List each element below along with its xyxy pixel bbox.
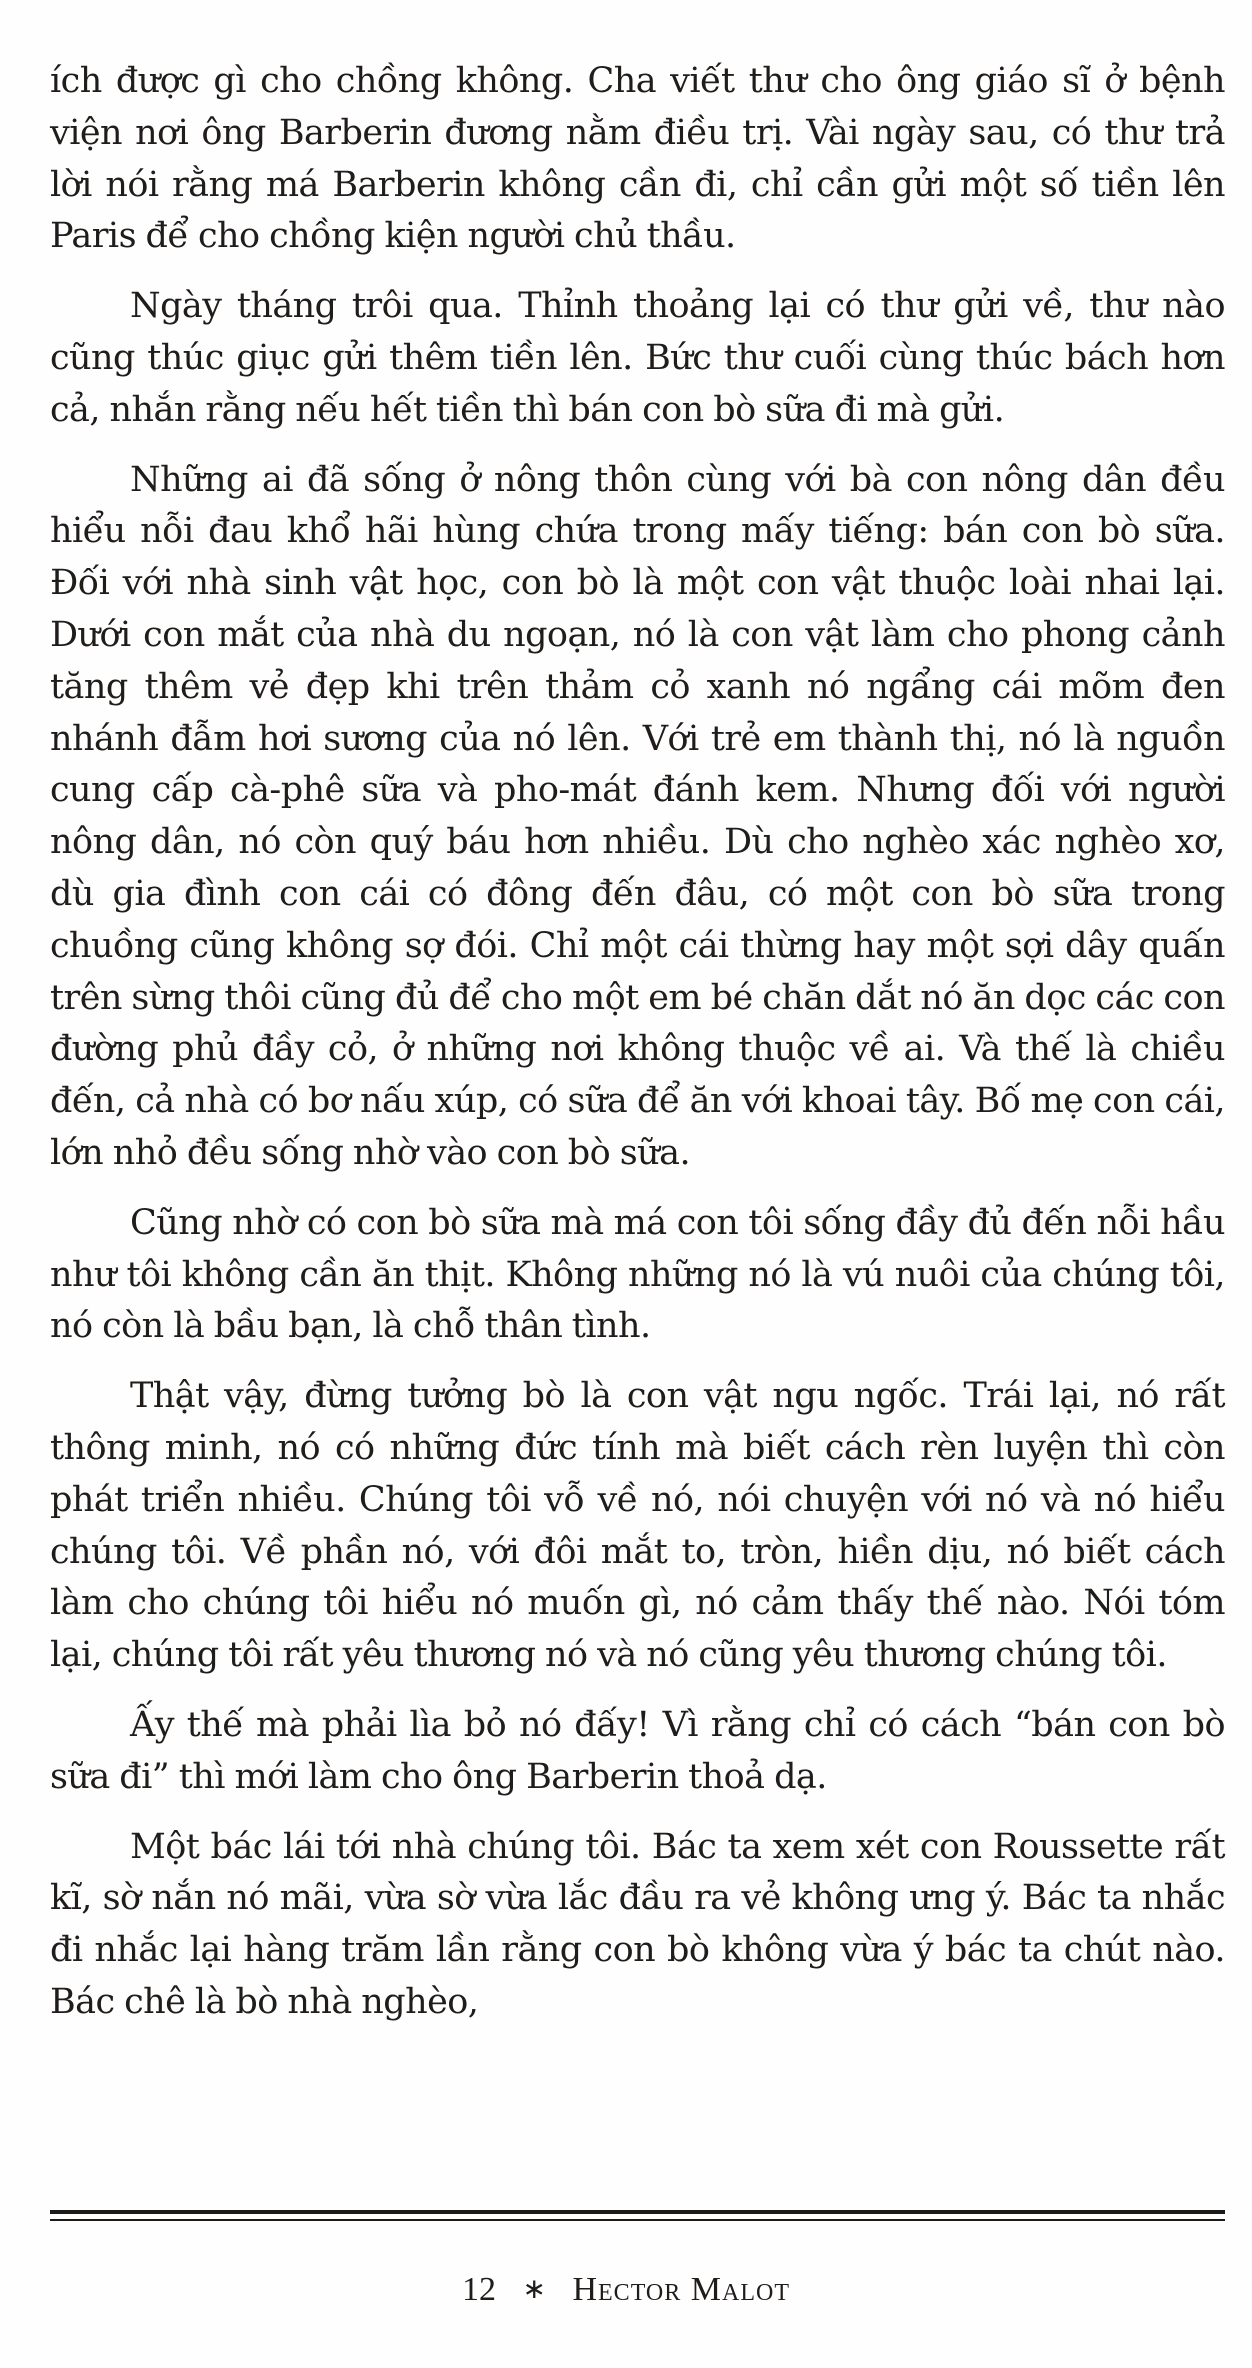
paragraph: Ấy thế mà phải lìa bỏ nó đấy! Vì rằng chỉ có cách “bán con bò sữa đi” thì mới làm cho ông Barberin thoả dạ.	[50, 1704, 1225, 1797]
footer-rule-thick	[50, 2210, 1225, 2214]
paragraph: Ngày tháng trôi qua. Thỉnh thoảng lại có thư gửi về, thư nào cũng thúc giục gửi thêm tiền lên. Bức thư cuối cùng thúc bách hơn cả, nhắn rằng nếu hết tiền thì bán con bò sữa đi mà gửi.	[50, 286, 1225, 430]
page-number: 12	[462, 2271, 496, 2308]
separator-asterisk: ∗	[522, 2274, 546, 2305]
paragraph: Những ai đã sống ở nông thôn cùng với bà con nông dân đều hiểu nỗi đau khổ hãi hùng chứa trong mấy tiếng: bán con bò sữa. Đối với nhà sinh vật học, con bò là một con vật thuộc loài nhai lại. Dưới con mắt của nhà du ngoạn, nó là con vật làm cho phong cảnh tăng thêm vẻ đẹp khi trên thảm cỏ xanh nó ngẩng cái mõm đen nhánh đẫm hơi sương của nó lên. Với trẻ em thành thị, nó là nguồn cung cấp cà-phê sữa và pho-mát đánh kem. Nhưng đối với người nông dân, nó còn quý báu hơn nhiều. Dù cho nghèo xác nghèo xơ, dù gia đình con cái có đông đến đâu, có một con bò sữa trong chuồng cũng không sợ đói. Chỉ một cái thừng hay một sợi dây quấn trên sừng thôi cũng đủ để cho một em bé chăn dắt nó ăn dọc các con đường phủ đầy cỏ, ở những nơi không thuộc về ai. Và thế là chiều đến, cả nhà có bơ nấu xúp, có sữa để ăn với khoai tây. Bố mẹ con cái, lớn nhỏ đều sống nhờ vào con bò sữa.	[50, 459, 1225, 1173]
paragraph: Một bác lái tới nhà chúng tôi. Bác ta xem xét con Roussette rất kĩ, sờ nắn nó mãi, vừa sờ vừa lắc đầu ra vẻ không ưng ý. Bác ta nhắc đi nhắc lại hàng trăm lần rằng con bò không vừa ý bác ta chút nào. Bác chê là bò nhà nghèo,	[50, 1826, 1225, 2022]
paragraph-continued: ích được gì cho chồng không. Cha viết thư cho ông giáo sĩ ở bệnh viện nơi ông Barberin đương nằm điều trị. Vài ngày sau, có thư trả lời nói rằng má Barberin không cần đi, chỉ cần gửi một số tiền lên Paris để cho chồng kiện người chủ thầu.	[50, 61, 1225, 257]
author-name: Hector Malot	[572, 2271, 790, 2308]
body-text	[50, 56, 1225, 2047]
paragraph: Cũng nhờ có con bò sữa mà má con tôi sống đầy đủ đến nỗi hầu như tôi không cần ăn thịt. Không những nó là vú nuôi của chúng tôi, nó còn là bầu bạn, là chỗ thân tình.	[50, 1202, 1225, 1347]
footer-rule-thin	[50, 2219, 1225, 2221]
page-footer	[0, 2270, 1252, 2310]
paragraph: Thật vậy, đừng tưởng bò là con vật ngu ngốc. Trái lại, nó rất thông minh, nó có những đức tính mà biết cách rèn luyện thì còn phát triển nhiều. Chúng tôi vỗ về nó, nói chuyện với nó và nó hiểu chúng tôi. Về phần nó, với đôi mắt to, tròn, hiền dịu, nó biết cách làm cho chúng tôi hiểu nó muốn gì, nó cảm thấy thế nào. Nói tóm lại, chúng tôi rất yêu thương nó và nó cũng yêu thương chúng tôi.	[50, 1376, 1225, 1676]
